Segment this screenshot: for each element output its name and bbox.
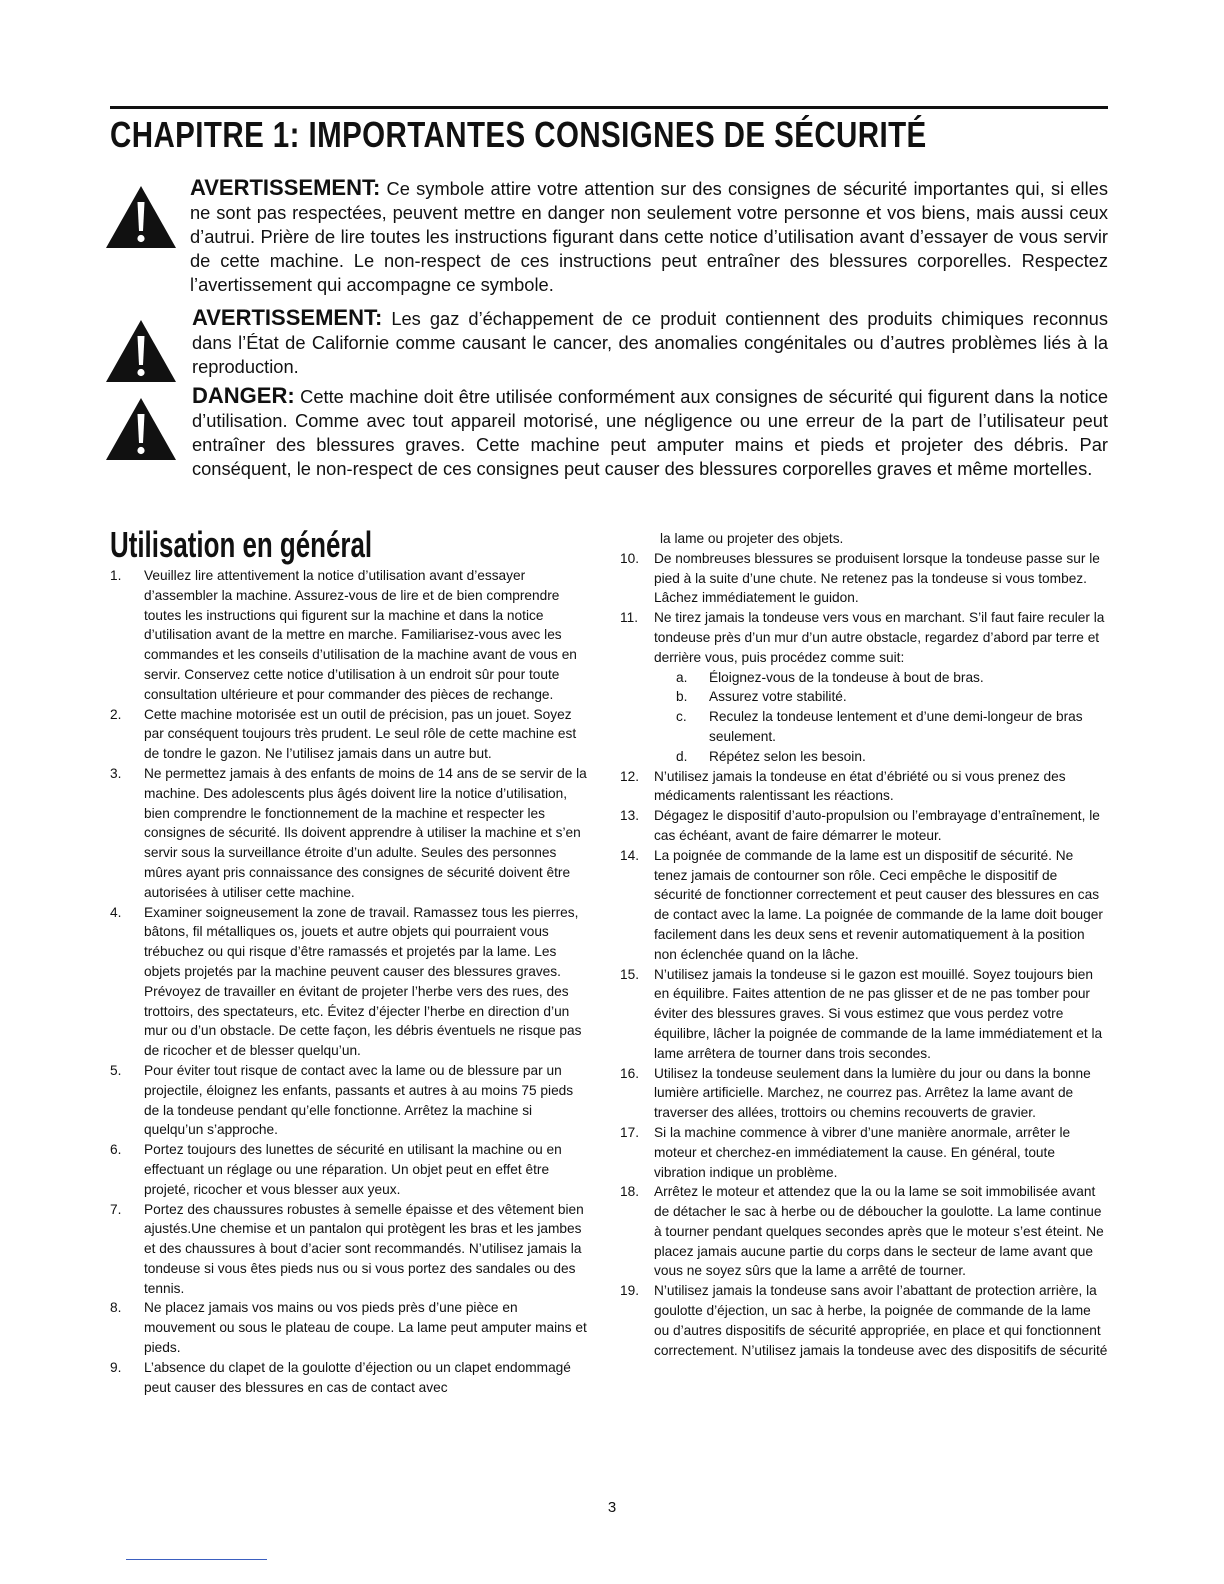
sub-text: Éloignez-vous de la tondeuse à bout de bras.: [709, 669, 984, 685]
item-number: 16.: [620, 1065, 640, 1081]
sub-letter: d.: [676, 748, 688, 764]
sub-letter: c.: [676, 709, 687, 725]
item-text: N’utilisez jamais la tondeuse si le gazon est mouillé. Soyez toujours bien en équilibre. Faites attention de ne pas glisser et de ne pas tomber pour éviter des blessures graves. Si vous estimez que vous perdez votre équilibre, lâcher la poignée de commande de la lame immédiatement et la lame arrêtera de tourner dans trois secondes.: [654, 966, 1103, 1061]
list-item: [620, 608, 1108, 766]
sub-letter: a.: [676, 669, 688, 685]
item-text: Si la machine commence à vibrer d’une manière anormale, arrêter le moteur et cherchez-en immédiatement la cause. En général, toute vibration indique un problème.: [654, 1124, 1071, 1180]
item-text: La poignée de commande de la lame est un dispositif de sécurité. Ne tenez jamais de contourner son rôle. Ceci empêche le dispositif de sécurité de fonctionner correctement et peut causer des blessures en cas de contact avec la lame. La poignée de commande de la lame doit bouger facilement dans les deux sens et revenir automatiquement à la position non éclenchée quand on la lâche.: [654, 847, 1103, 962]
sub-text: Assurez votre stabilité.: [709, 689, 847, 705]
item-number: 1.: [110, 568, 122, 583]
list-item: [110, 903, 590, 1061]
item-number: 12.: [620, 768, 640, 784]
sub-letter: b.: [676, 689, 688, 705]
item-number: 2.: [110, 706, 122, 722]
item-text: Portez toujours des lunettes de sécurité en utilisant la machine ou en effectuant un réglage ou une réparation. Un objet peut en effet être projeté, ricocher et vous blesser aux yeux.: [144, 1142, 562, 1197]
item-text: Examiner soigneusement la zone de travail. Ramassez tous les pierres, bâtons, fil métalliques os, jouets et autre objets qui pourraient vous trébuchez ou qui risque d’être ramassés et projetés par la lame. Les objets projetés par la machine peuvent causer des blessures graves. Prévoyez de travailler en évitant de projeter l’herbe vers des rues, des trottoirs, des spectateurs, etc. Évitez d’éjecter l’herbe en direction d’un mur ou d’un obstacle. De cette façon, les débris éventuels ne risque pas de ricocher et de blesser quelqu’un.: [144, 904, 582, 1059]
sub-text: Reculez la tondeuse lentement et d’une demi-longeur de bras seulement.: [709, 709, 1083, 744]
item-text: Ne permettez jamais à des enfants de moins de 14 ans de se servir de la machine. Des adolescents plus âgés doivent lire la notice d’utilisation, bien comprendre le fonctionnement de la machine et respecter les consignes de sécurité. Ils doivent apprendre à utiliser la machine et s’en servir sous la surveillance étroite d’un adulte. Seules des personnes mûres ayant pris connaissance des consignes de sécurité doivent être autorisées à utiliser cette machine.: [144, 765, 587, 900]
item-number: 13.: [620, 808, 640, 824]
item-number: 17.: [620, 1124, 640, 1140]
danger-label: DANGER:: [192, 383, 295, 408]
list-item: [110, 1061, 590, 1140]
list-item: [110, 566, 590, 705]
list-item: [620, 965, 1108, 1064]
list-item: [620, 549, 1108, 608]
list-item: [620, 767, 1108, 807]
warning-text-1: [190, 176, 1108, 297]
warning-triangle-icon: [104, 396, 178, 462]
item-text: N’utilisez jamais la tondeuse en état d’ébriété ou si vous prenez des médicaments ralentissant les réactions.: [654, 768, 1066, 804]
item-number: 14.: [620, 847, 640, 863]
list-item: [620, 806, 1108, 846]
list-item: [620, 1281, 1108, 1360]
item-text: De nombreuses blessures se produisent lorsque la tondeuse passe sur le pied à la suite d’une chute. Ne retenez pas la tondeuse si vous tombez. Lâchez immédiatement le guidon.: [654, 550, 1100, 606]
left-column: [110, 566, 590, 1397]
list-item: [110, 1140, 590, 1199]
danger-text: [192, 384, 1108, 481]
danger-block: [104, 384, 1108, 481]
list-item: [620, 1064, 1108, 1123]
item-number: 4.: [110, 904, 122, 920]
list-item: [620, 846, 1108, 965]
item-text: Pour éviter tout risque de contact avec la lame ou de blessure par un projectile, éloignez les enfants, passants et autres à au moins 75 pieds de la tondeuse pendant qu’elle fonctionne. Arrêtez la machine si quelqu’un s’approche.: [144, 1062, 574, 1138]
item-number: 19.: [620, 1283, 640, 1299]
item-text: Utilisez la tondeuse seulement dans la lumière du jour ou dans la bonne lumière artificielle. Marchez, ne courrez pas. Arrêtez la lame avant de traverser des allées, trottoirs ou chemins recouverts de gravier.: [654, 1065, 1091, 1121]
chapter-title: CHAPITRE 1: IMPORTANTES CONSIGNES DE SÉCURITÉ: [110, 114, 927, 155]
sub-item: [654, 668, 1108, 688]
list-item: [110, 1200, 590, 1299]
right-column: [620, 529, 1108, 1360]
item-text: Cette machine motorisée est un outil de précision, pas un jouet. Soyez par conséquent toujours très prudent. Le seul rôle de cette machine est de tondre le gazon. Ne l’utilisez jamais dans un autre but.: [144, 706, 577, 762]
item-number: 8.: [110, 1300, 122, 1316]
item-text: N’utilisez jamais la tondeuse sans avoir l’abattant de protection arrière, la goulotte d’éjection, un sac à herbe, la poignée de commande de la lame ou d’autres dispositifs de sécurité appropriée, en place et qui fonctionnent correctement. N’utilisez jamais la tondeuse avec des dispositifs de sécurité: [654, 1283, 1108, 1358]
sub-item: [654, 747, 1108, 767]
sub-text: Répétez selon les besoin.: [709, 748, 866, 764]
warning-block-1: [104, 176, 1108, 297]
sub-item: [654, 687, 1108, 707]
item-number: 7.: [110, 1201, 122, 1217]
sub-item: [654, 707, 1108, 747]
item-number: 10.: [620, 550, 640, 566]
item-number: 5.: [110, 1062, 122, 1078]
item-text: Dégagez le dispositif d’auto-propulsion ou l’embrayage d’entraînement, le cas échéant, avant de faire démarrer le moteur.: [654, 808, 1100, 843]
list-item: [620, 1182, 1108, 1281]
item-text: Ne placez jamais vos mains ou vos pieds près d’une pièce en mouvement ou sous le plateau de coupe. La lame peut amputer mains et pieds.: [144, 1300, 587, 1356]
item-number: 3.: [110, 765, 122, 781]
item-text: Arrêtez le moteur et attendez que la ou la lame se soit immobilisée avant de détacher le sac à herbe ou de déboucher la goulotte. La lame continue à tourner pendant quelques secondes après que le moteur s’est éteint. Ne placez jamais aucune partie du corps dans le secteur de lame avant que vous ne soyez sûrs que la lame a arrêté de tourner.: [654, 1184, 1104, 1279]
item-number: 11.: [620, 610, 639, 626]
warning-triangle-icon: [104, 184, 178, 250]
item-number: 6.: [110, 1142, 122, 1158]
warning-body: Ce symbole attire votre attention sur des consignes de sécurité importantes qui, si elles ne sont pas respectées, peuvent mettre en danger non seulement votre personne et vos biens, mais aussi ceux d’autrui. Prière de lire toutes les instructions figurant dans cette notice d’utilisation avant d’essayer de vous servir de cette machine. Le non-respect de ces instructions peut entraîner des blessures corporelles. Respectez l’avertissement qui accompagne ce symbole.: [190, 178, 1108, 295]
warning-triangle-icon: [104, 318, 178, 384]
warning-body: Les gaz d’échappement de ce produit contiennent des produits chimiques reconnus dans l’État de Californie comme causant le cancer, des anomalies congénitales ou d’autres problèmes liés à la reproduction.: [192, 308, 1108, 377]
warning-text-2: [192, 306, 1108, 379]
list-item: [110, 1358, 590, 1398]
list-item: [110, 705, 590, 764]
list-item: [110, 1298, 590, 1357]
top-rule: [110, 106, 1108, 109]
list-item: [110, 764, 590, 903]
warning-label: AVERTISSEMENT:: [190, 175, 381, 200]
item-number: 9.: [110, 1359, 122, 1375]
page-number: 3: [607, 1499, 617, 1516]
item-continuation: la lame ou projeter des objets.: [660, 531, 844, 546]
item-number: 15.: [620, 966, 640, 982]
section-title: Utilisation en général: [110, 524, 373, 565]
item-text: L’absence du clapet de la goulotte d’éjection ou un clapet endommagé peut causer des blessures en cas de contact avec: [144, 1359, 571, 1395]
list-item: [620, 1123, 1108, 1182]
item-text: Veuillez lire attentivement la notice d’utilisation avant d’essayer d’assembler la machine. Assurez-vous de lire et de bien comprendre toutes les instructions qui figurent sur la machine et dans la notice d’utilisation avant de la mettre en marche. Familiarisez-vous avec les commandes et les conseils d’utilisation de la machine avant de vous en servir. Conservez cette notice d’utilisation à un endroit sûr pour toute consultation ultérieure et pour commander des pièces de rechange.: [144, 568, 577, 702]
bottom-link-underline[interactable]: [126, 1559, 267, 1560]
warning-label: AVERTISSEMENT:: [192, 305, 383, 330]
item-text: Portez des chaussures robustes à semelle épaisse et des vêtement bien ajustés.Une chemise et un pantalon qui protègent les bras et les jambes et des chaussures à bout d’acier sont recommandés. N’utilisez jamais la tondeuse si vous êtes pieds nus ou si vous portez des sandales ou des tennis.: [144, 1201, 584, 1296]
danger-body: Cette machine doit être utilisée conformément aux consignes de sécurité qui figurent dans la notice d’utilisation. Comme avec tout appareil motorisé, une négligence ou une erreur de la part de l’utilisateur peut entraîner des blessures graves. Cette machine peut amputer mains et pieds et projeter des débris. Par conséquent, le non-respect de ces consignes peut causer des blessures corporelles graves et même mortelles.: [192, 386, 1108, 479]
warning-block-2: [104, 306, 1108, 379]
item-text: Ne tirez jamais la tondeuse vers vous en marchant. S’il faut faire reculer la tondeuse près d’un mur d’un autre obstacle, regardez d’abord par terre et derrière vous, puis procédez comme suit:: [654, 610, 1105, 665]
item-number: 18.: [620, 1184, 640, 1200]
